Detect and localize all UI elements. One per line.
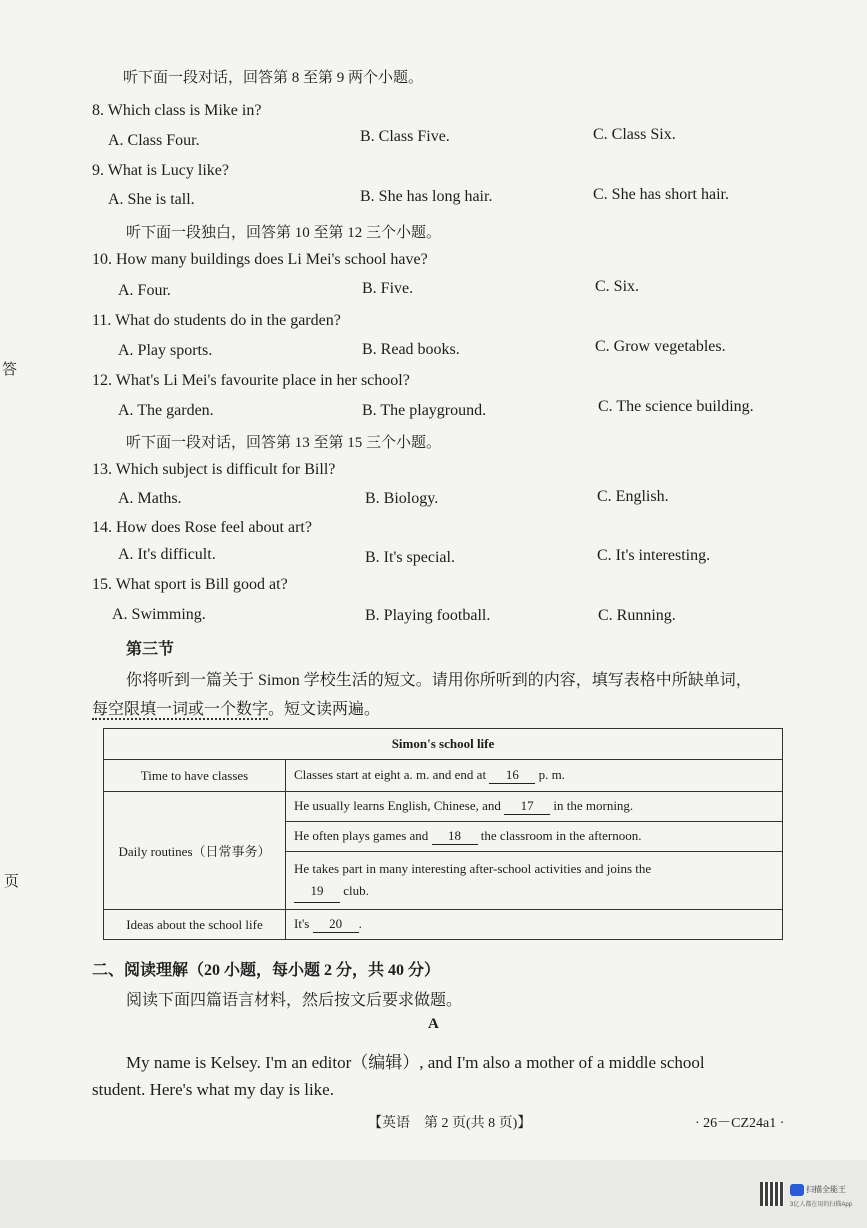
table-row-key: Daily routines（日常事务） — [104, 792, 286, 910]
section-heading: 第三节 — [126, 641, 175, 658]
cell-text: It's — [294, 916, 310, 931]
answer-blank-19[interactable]: 19 — [294, 880, 340, 903]
passage-label: A — [428, 1016, 439, 1032]
cell-text: club. — [343, 883, 369, 898]
question-10: 10. How many buildings does Li Mei's school have? — [92, 251, 428, 268]
option: B. She has long hair. — [360, 188, 493, 205]
option: B. Five. — [362, 280, 414, 297]
cell-text: the classroom in the afternoon. — [480, 828, 642, 843]
page-footer: 【英语 第 2 页(共 8 页)】 — [368, 1116, 532, 1131]
cell-text: Classes start at eight a. m. and end at — [294, 767, 487, 782]
table-row-value — [286, 910, 783, 940]
option: C. The science building. — [598, 398, 754, 415]
option: B. It's special. — [365, 549, 455, 566]
table-row-key: Time to have classes — [104, 760, 286, 792]
page-code: · 26－CZ24a1 · — [695, 1116, 785, 1131]
question-13: 13. Which subject is difficult for Bill? — [92, 461, 336, 478]
option: A. Swimming. — [112, 606, 206, 623]
table-row-key: Ideas about the school life — [104, 910, 286, 940]
section-description — [92, 696, 380, 719]
option: B. Biology. — [365, 490, 439, 507]
option: A. Play sports. — [118, 342, 213, 359]
cell-text: in the morning. — [553, 798, 634, 813]
question-12: 12. What's Li Mei's favourite place in her school? — [92, 372, 410, 389]
option: B. Class Five. — [360, 128, 450, 145]
table-title: Simon's school life — [104, 729, 783, 760]
section-description: 你将听到一篇关于 Simon 学校生活的短文。请用你所听到的内容，填写表格中所缺单词， — [126, 672, 752, 689]
cell-text: He usually learns English, Chinese, and — [294, 798, 501, 813]
part-heading: 二、阅读理解（20 小题，每小题 2 分，共 40 分） — [92, 962, 441, 979]
scanner-name: 扫描全能王 — [806, 1185, 846, 1194]
option: C. Running. — [598, 607, 676, 624]
option: C. She has short hair. — [593, 186, 729, 203]
question-9: 9. What is Lucy like? — [92, 162, 229, 179]
passage-text: My name is Kelsey. I'm an editor（编辑）, and I'm also a mother of a middle school — [126, 1053, 705, 1072]
part-instruction: 阅读下面四篇语言材料，然后按文后要求做题。 — [126, 992, 463, 1009]
emphasis-text: 每空限填一词或一个数字 — [92, 701, 269, 718]
option: A. Class Four. — [108, 132, 200, 149]
option: A. The garden. — [118, 402, 214, 419]
option: C. It's interesting. — [597, 547, 711, 564]
margin-mark: 页 — [4, 874, 20, 890]
answer-blank-20[interactable]: 20 — [313, 916, 359, 933]
cell-text: . — [358, 916, 362, 931]
listening-instruction: 听下面一段对话，回答第 13 至第 15 三个小题。 — [126, 435, 442, 451]
question-14: 14. How does Rose feel about art? — [92, 519, 312, 536]
option: B. Playing football. — [365, 607, 491, 624]
cell-text: He often plays games and — [294, 828, 429, 843]
table-row-value — [286, 822, 783, 852]
school-life-table — [103, 728, 783, 940]
answer-blank-17[interactable]: 17 — [504, 798, 550, 815]
listening-instruction: 听下面一段独白，回答第 10 至第 12 三个小题。 — [126, 225, 442, 241]
description-tail: 。短文读两遍。 — [268, 701, 381, 718]
answer-blank-16[interactable]: 16 — [489, 767, 535, 784]
option: C. English. — [597, 488, 669, 505]
option: B. Read books. — [362, 341, 460, 358]
answer-blank-18[interactable]: 18 — [432, 828, 478, 845]
option: A. She is tall. — [108, 191, 195, 208]
cell-text: He takes part in many interesting after-school activities and joins the — [294, 861, 652, 876]
scanner-logo-icon — [790, 1184, 804, 1196]
option: A. Maths. — [118, 490, 182, 507]
option: A. Four. — [118, 282, 171, 299]
scanner-tag: 3亿人都在用的扫描App — [790, 1202, 853, 1208]
question-11: 11. What do students do in the garden? — [92, 312, 341, 329]
question-8: 8. Which class is Mike in? — [92, 102, 262, 119]
option: C. Grow vegetables. — [595, 338, 726, 355]
option: C. Class Six. — [593, 126, 676, 143]
question-15: 15. What sport is Bill good at? — [92, 576, 288, 593]
option: A. It's difficult. — [118, 546, 216, 563]
table-row-value — [286, 852, 783, 910]
listening-instruction: 听下面一段对话，回答第 8 至第 9 两个小题。 — [123, 70, 424, 86]
option: B. The playground. — [362, 402, 487, 419]
margin-mark: 答 — [2, 362, 18, 378]
table-row-value — [286, 760, 783, 792]
qr-code-icon — [760, 1182, 784, 1206]
option: C. Six. — [595, 278, 640, 295]
passage-text: student. Here's what my day is like. — [92, 1080, 334, 1099]
table-row-value — [286, 792, 783, 822]
cell-text: p. m. — [538, 767, 565, 782]
